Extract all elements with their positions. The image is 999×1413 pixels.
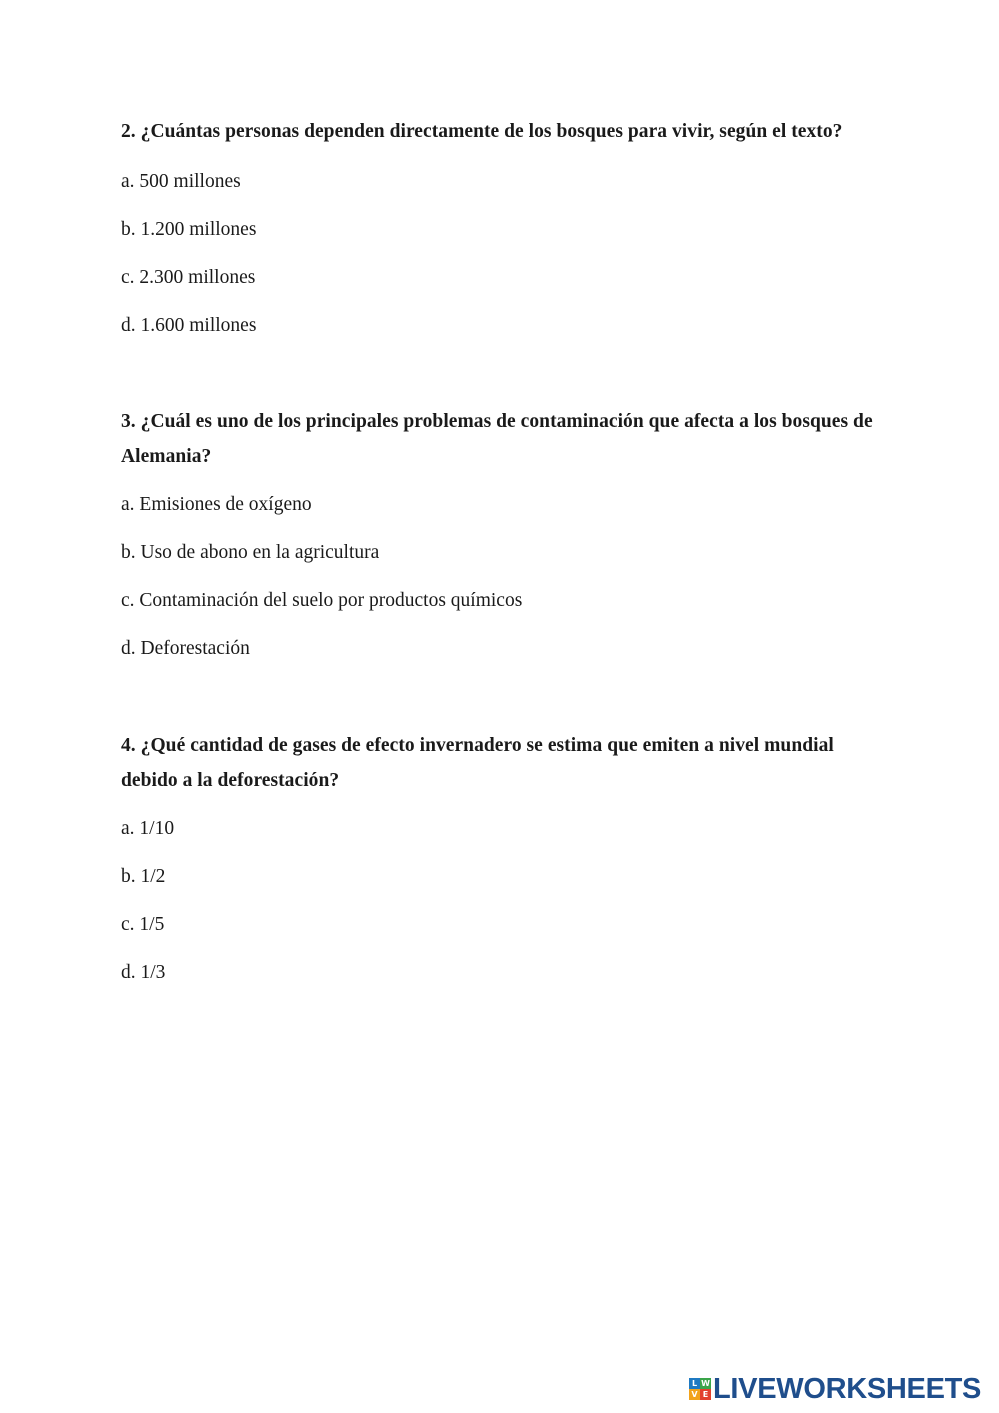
logo-mark-letter: L	[689, 1378, 700, 1389]
option-d[interactable]: d. 1.600 millones	[121, 315, 257, 336]
question-text: 2. ¿Cuántas personas dependen directamente de los bosques para vivir, según el texto?	[121, 121, 843, 142]
question-4	[121, 728, 881, 983]
option-a[interactable]: a. Emisiones de oxígeno	[121, 494, 312, 515]
option-b[interactable]: b. 1.200 millones	[121, 219, 257, 240]
option-b[interactable]: b. Uso de abono en la agricultura	[121, 542, 380, 563]
logo-text: LIVEWORKSHEETS	[713, 1373, 982, 1405]
option-a[interactable]: a. 500 millones	[121, 171, 241, 192]
option-b[interactable]: b. 1/2	[121, 866, 166, 887]
logo-mark-icon	[689, 1378, 711, 1400]
option-a[interactable]: a. 1/10	[121, 818, 175, 839]
question-text: 3. ¿Cuál es uno de los principales problemas de contaminación que afecta a los bosques de Alemania?	[121, 411, 873, 467]
logo-mark-letter: V	[689, 1389, 700, 1400]
option-c[interactable]: c. 1/5	[121, 914, 165, 935]
question-3	[121, 404, 881, 659]
option-d[interactable]: d. 1/3	[121, 962, 166, 983]
question-2	[121, 120, 881, 336]
option-c[interactable]: c. Contaminación del suelo por productos químicos	[121, 590, 523, 611]
question-text: 4. ¿Qué cantidad de gases de efecto invernadero se estima que emiten a nivel mundial debido a la deforestación?	[121, 735, 834, 791]
option-c[interactable]: c. 2.300 millones	[121, 267, 256, 288]
liveworksheets-logo	[689, 1374, 981, 1404]
logo-mark-letter: E	[700, 1389, 711, 1400]
logo-mark-letter: W	[701, 1379, 710, 1388]
option-d[interactable]: d. Deforestación	[121, 638, 250, 659]
